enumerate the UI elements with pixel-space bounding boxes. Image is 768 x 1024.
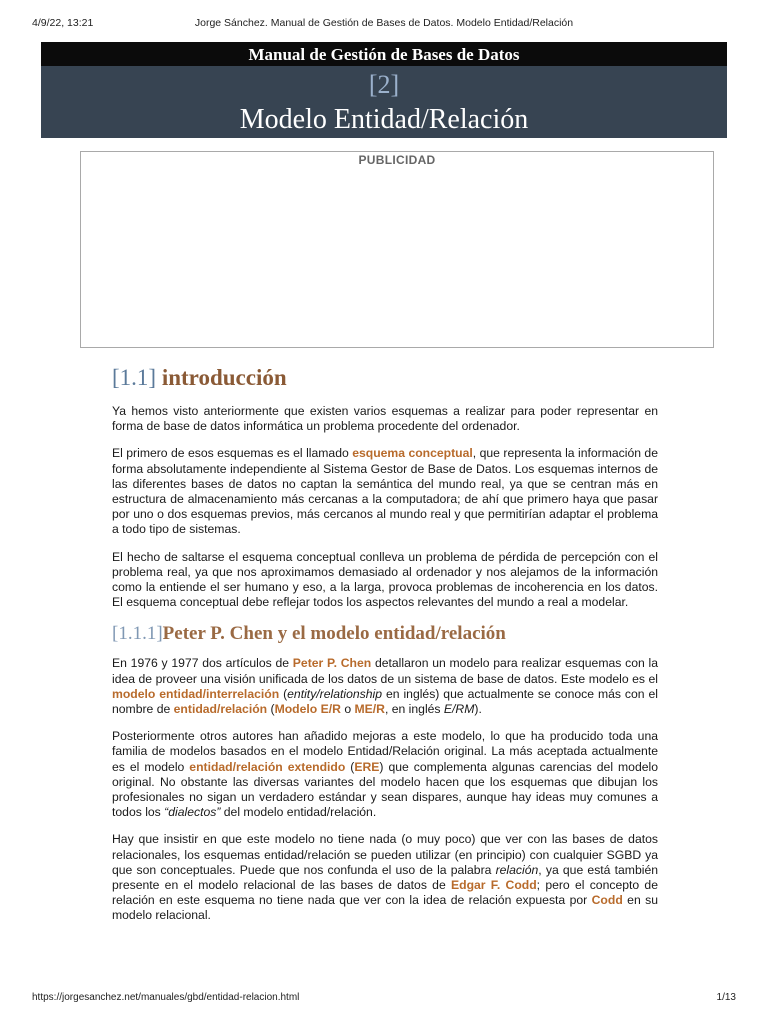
term-modelo-entidad-interrelacion: modelo entidad/interrelación: [112, 686, 280, 701]
subsection-number: [1.1.1]: [112, 623, 163, 645]
paragraph: El hecho de saltarse el esquema conceptual conlleva un problema de pérdida de percepción con el problema real, ya que nos aproximamos demasiado al ordenador y nos alejamos de la información como la entiende el ser humano y eso, a la larga, provoca problemas de incoherencia en los datos. El esquema conceptual debe reflejar todos los aspectos relevantes del mundo a real a modelar.: [112, 549, 658, 610]
term-entidad-relacion-extendido: entidad/relación extendido: [189, 759, 346, 774]
subsection-title: Peter P. Chen y el modelo entidad/relación: [162, 623, 506, 645]
page-title: Modelo Entidad/Relación: [239, 104, 529, 135]
chapter-number: [2]: [368, 70, 400, 99]
page-number: 1/13: [716, 992, 736, 1003]
paragraph: En 1976 y 1977 dos artículos de Peter P. Chen detallaron un modelo para realizar esquemas con la idea de proveer una visión unificada de los datos de un sistema de base de datos. Este modelo es el modelo entidad/interrelación (entity/relationship en inglés) que actualmente se conoce más con el nombre de entidad/relación (Modelo E/R o ME/R, en inglés E/RM).: [112, 656, 658, 717]
advertisement-label: PUBLICIDAD: [358, 153, 436, 167]
term-peter-chen: Peter P. Chen: [292, 656, 372, 671]
paragraph: Posteriormente otros autores han añadido mejoras a este modelo, lo que ha producido toda una familia de modelos basados en el modelo Entidad/Relación original. La más aceptada actualmente es el modelo entidad/relación extendido (ERE) que complementa algunas carencias del modelo original. No obstante las diversas variantes del modelo hacen que los esquemas que dibujan los profesionales no sigan un verdadero estándar y sean dispares, aunque hay ideas muy comunes a todos los “dialectos” del modelo entidad/relación.: [112, 729, 658, 820]
print-header: [32, 17, 736, 31]
emphasis-erm: E/RM: [443, 702, 475, 717]
section-title: introducción: [161, 365, 287, 390]
term-esquema-conceptual: esquema conceptual: [352, 446, 473, 461]
print-url: https://jorgesanchez.net/manuales/gbd/entidad-relacion.html: [32, 992, 300, 1003]
term-modelo-er: Modelo E/R: [274, 702, 341, 717]
term-ere: ERE: [354, 759, 380, 774]
paragraph: Hay que insistir en que este modelo no tiene nada (o muy poco) que ver con las bases de datos relacionales, los esquemas entidad/relación se pueden utilizar (en principio) con cualquier SGBD ya que son conceptuales. Puede que nos confunda el uso de la palabra relación, ya que está también presente en el modelo relacional de las bases de datos de Edgar F. Codd; pero el concepto de relación en este esquema no tiene nada que ver con la idea de relación expuesta por Codd en su modelo relacional.: [112, 832, 658, 923]
article-content: [112, 364, 658, 936]
term-codd: Codd: [591, 893, 623, 908]
advertisement-box[interactable]: [80, 151, 714, 348]
term-edgar-codd: Edgar F. Codd: [451, 878, 537, 893]
page-banner: [41, 42, 727, 138]
manual-title: Manual de Gestión de Bases de Datos: [41, 42, 727, 66]
paragraph: Ya hemos visto anteriormente que existen varios esquemas a realizar para poder representar en forma de base de datos informática un problema procedente del ordenador.: [112, 404, 658, 434]
paragraph: El primero de esos esquemas es el llamado esquema conceptual, que representa la información de forma absolutamente independiente al Sistema Gestor de Base de Datos. Los esquemas internos de las diferentes bases de datos no captan la semántica del mundo real, ya que se centran más en estructura de almacenamiento más cercanas a la computadora; de ahí que primero haya que pasar por uno o dos esquemas previos, más cercanos al mundo real y que permitirían adaptar el problema a todo tipo de sistemas.: [112, 446, 658, 537]
print-document-title: Jorge Sánchez. Manual de Gestión de Bases de Datos. Modelo Entidad/Relación: [194, 17, 574, 29]
emphasis-relacion: relación: [495, 862, 539, 877]
subsection-heading-chen: [112, 622, 658, 646]
print-date: 4/9/22, 13:21: [32, 17, 94, 29]
emphasis-dialectos: “dialectos”: [164, 805, 221, 820]
section-heading-introduccion: [112, 364, 658, 392]
term-entidad-relacion: entidad/relación: [173, 702, 268, 717]
section-number: [1.1]: [112, 365, 157, 390]
term-mer: ME/R: [354, 702, 385, 717]
emphasis-entity-relationship: entity/relationship: [287, 686, 383, 701]
print-footer: [32, 992, 736, 1006]
